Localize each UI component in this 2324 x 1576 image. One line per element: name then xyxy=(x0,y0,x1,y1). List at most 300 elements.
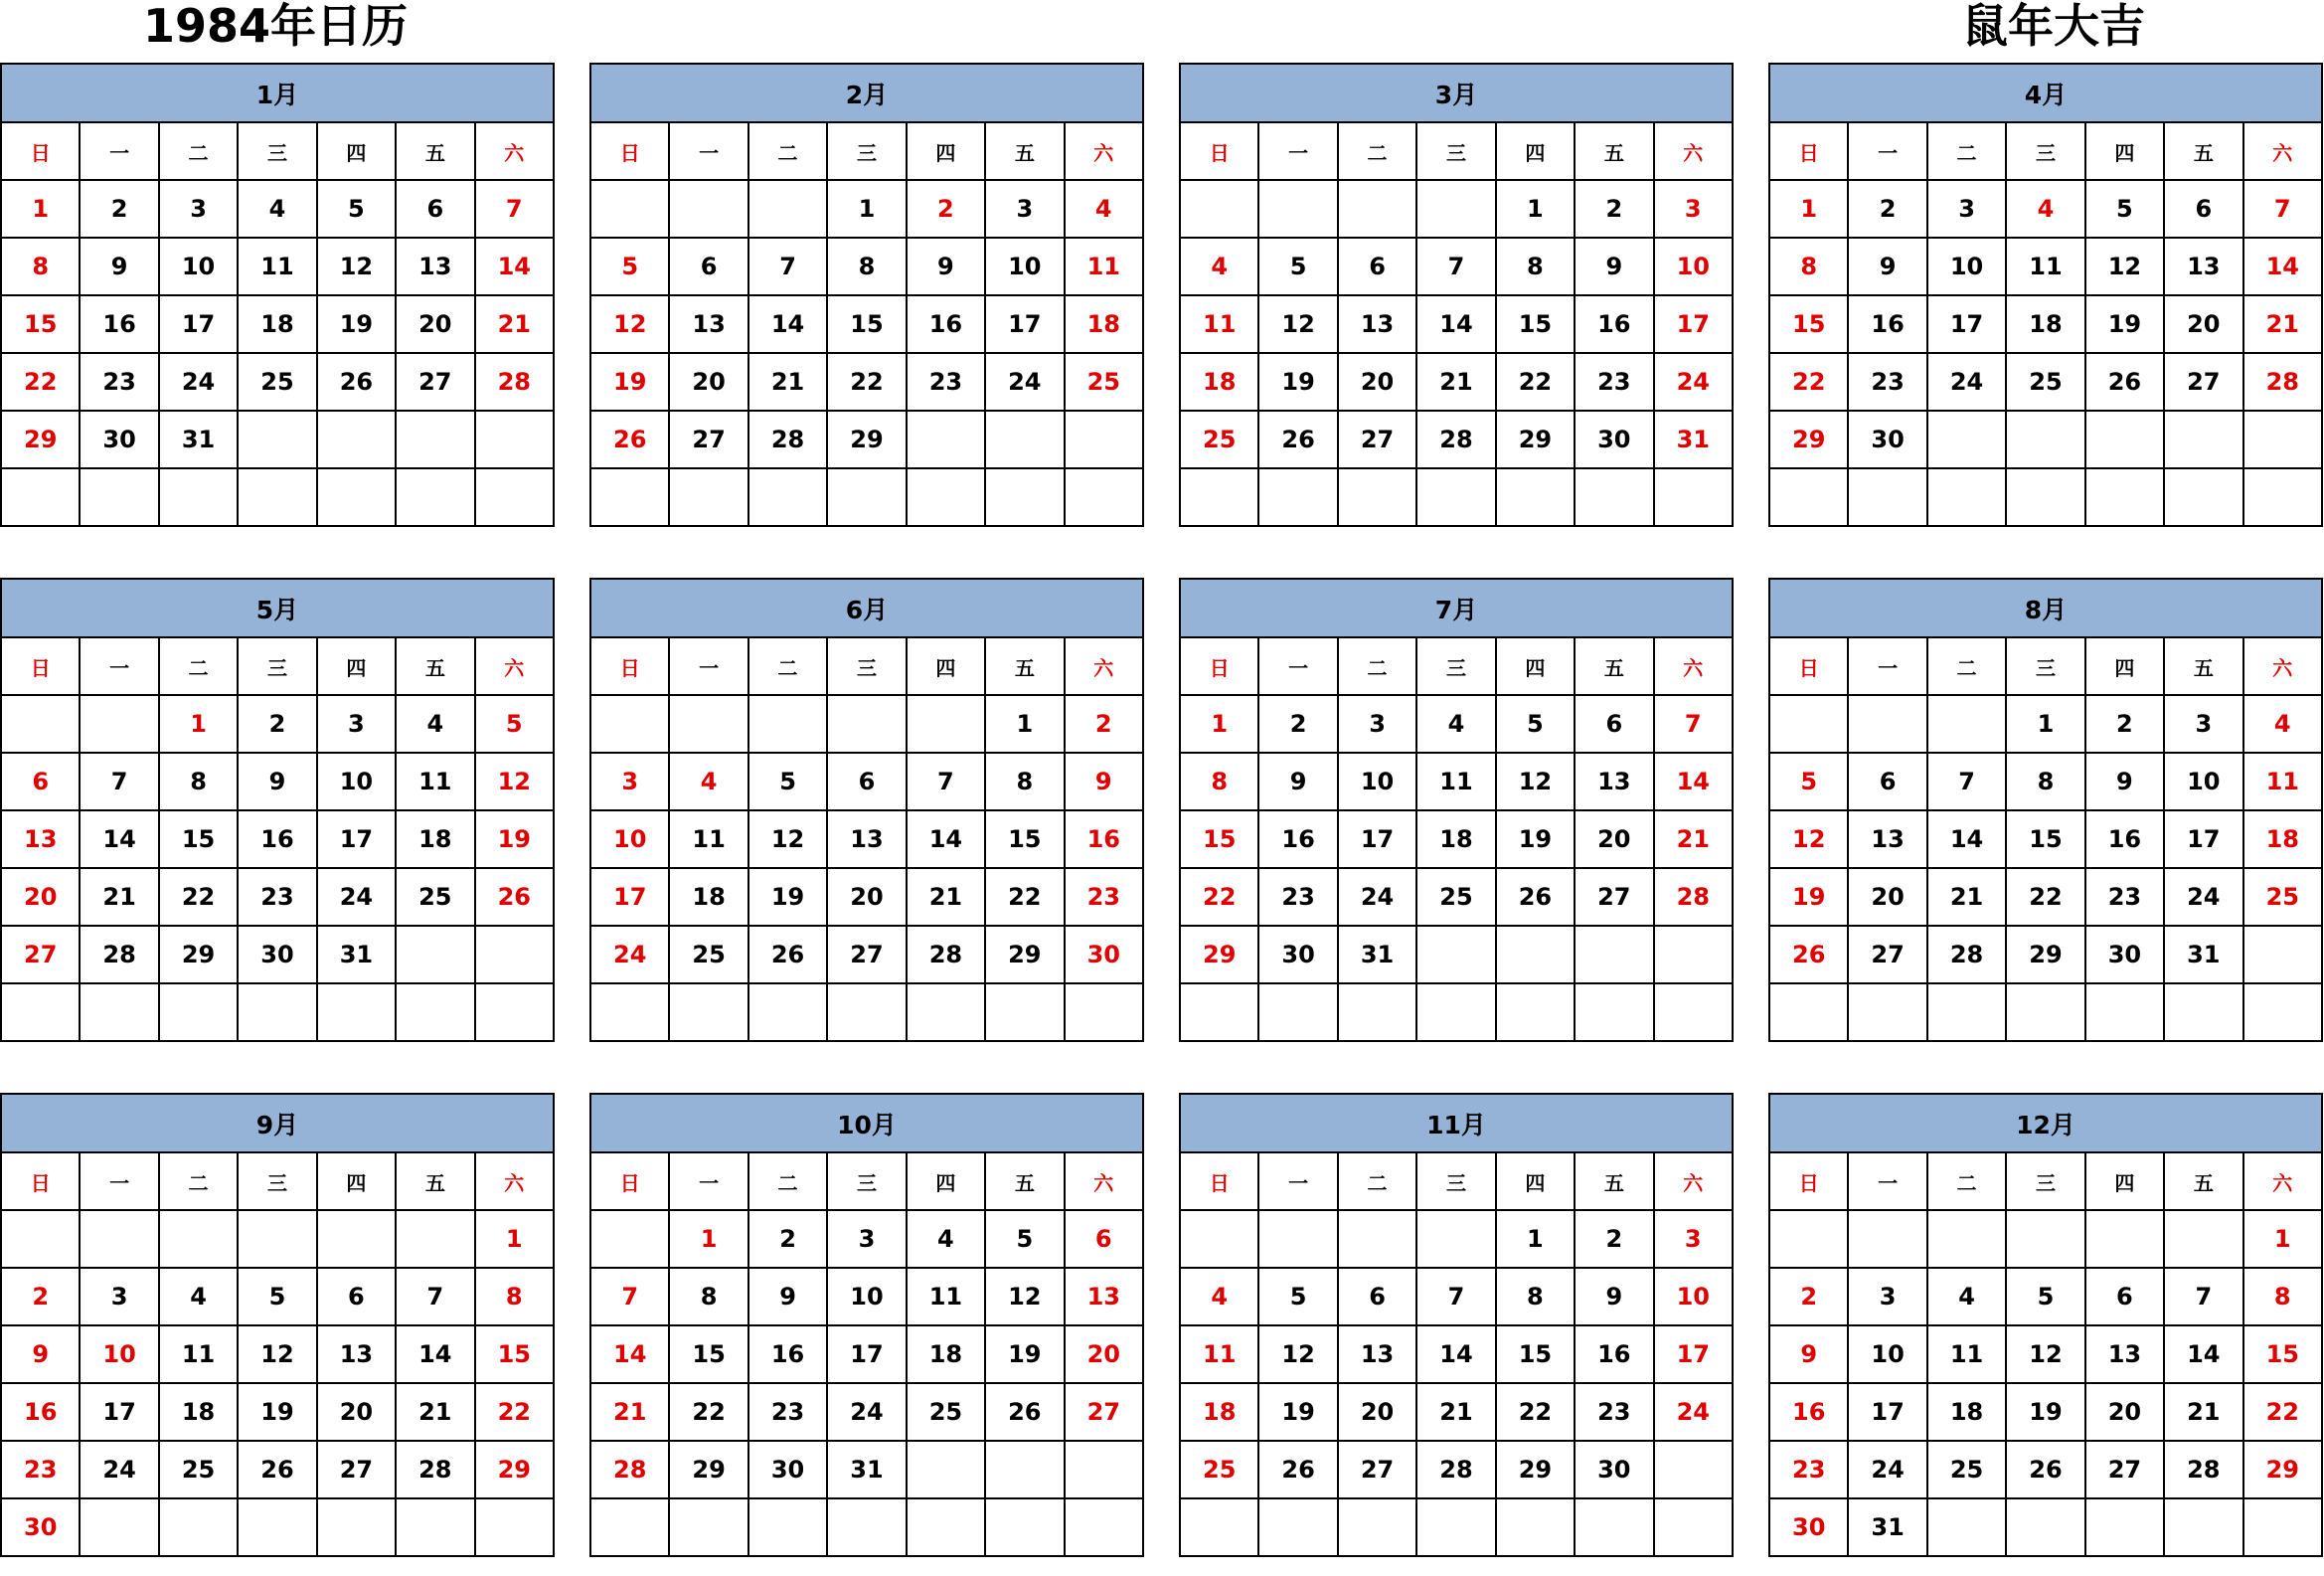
day-cell: 30 xyxy=(748,1441,827,1498)
day-cell: 29 xyxy=(2243,1441,2322,1498)
empty-cell xyxy=(1,695,80,753)
day-cell: 15 xyxy=(1180,810,1258,868)
day-cell: 18 xyxy=(1180,1383,1258,1441)
day-cell: 12 xyxy=(2006,1325,2084,1383)
day-cell: 2 xyxy=(907,180,985,238)
day-cell: 25 xyxy=(907,1383,985,1441)
day-cell: 20 xyxy=(1848,868,1926,926)
weekday-label: 六 xyxy=(1065,1152,1143,1210)
day-cell: 1 xyxy=(985,695,1064,753)
day-cell: 12 xyxy=(1496,753,1575,810)
day-cell: 16 xyxy=(1258,810,1337,868)
weekday-label: 六 xyxy=(2243,1152,2322,1210)
day-cell: 2 xyxy=(1575,180,1653,238)
day-cell: 5 xyxy=(1258,1268,1337,1325)
day-cell: 6 xyxy=(1065,1210,1143,1268)
day-cell: 9 xyxy=(907,238,985,295)
weekday-label: 二 xyxy=(1927,122,2006,180)
day-cell: 2 xyxy=(1575,1210,1653,1268)
month-table xyxy=(1768,1093,2323,1557)
day-cell: 23 xyxy=(238,868,316,926)
weekday-label: 日 xyxy=(590,637,669,695)
empty-cell xyxy=(80,1210,158,1268)
weekday-label: 五 xyxy=(985,1152,1064,1210)
empty-cell xyxy=(1769,1210,1848,1268)
day-cell: 29 xyxy=(1769,411,1848,468)
day-cell: 1 xyxy=(669,1210,747,1268)
day-cell: 14 xyxy=(396,1325,474,1383)
day-cell: 2 xyxy=(238,695,316,753)
day-cell: 27 xyxy=(396,353,474,411)
day-cell: 22 xyxy=(827,353,906,411)
weekday-label: 六 xyxy=(1654,1152,1733,1210)
day-cell: 12 xyxy=(985,1268,1064,1325)
weekday-label: 一 xyxy=(669,637,747,695)
empty-cell xyxy=(748,695,827,753)
day-cell: 23 xyxy=(1575,1383,1653,1441)
day-cell: 27 xyxy=(1338,1441,1416,1498)
day-cell: 13 xyxy=(317,1325,396,1383)
empty-cell xyxy=(159,468,238,526)
empty-cell xyxy=(475,926,554,983)
day-cell: 18 xyxy=(2243,810,2322,868)
day-cell: 29 xyxy=(1496,1441,1575,1498)
day-cell: 7 xyxy=(907,753,985,810)
empty-cell xyxy=(1416,180,1495,238)
day-cell: 30 xyxy=(1848,411,1926,468)
day-cell: 27 xyxy=(669,411,747,468)
day-cell: 13 xyxy=(669,295,747,353)
day-cell: 10 xyxy=(590,810,669,868)
empty-cell xyxy=(1654,1441,1733,1498)
empty-cell xyxy=(590,180,669,238)
day-cell: 22 xyxy=(1496,353,1575,411)
day-cell: 20 xyxy=(1065,1325,1143,1383)
day-cell: 18 xyxy=(396,810,474,868)
empty-cell xyxy=(907,1441,985,1498)
month-table xyxy=(589,1093,1144,1557)
day-cell: 10 xyxy=(1338,753,1416,810)
day-cell: 9 xyxy=(748,1268,827,1325)
day-cell: 20 xyxy=(2085,1383,2164,1441)
weekday-label: 三 xyxy=(827,1152,906,1210)
weekday-label: 四 xyxy=(1496,637,1575,695)
day-cell: 20 xyxy=(827,868,906,926)
day-cell: 23 xyxy=(1065,868,1143,926)
weekday-label: 二 xyxy=(1927,1152,2006,1210)
weekday-label: 日 xyxy=(1769,122,1848,180)
weekday-label: 四 xyxy=(907,122,985,180)
day-cell: 17 xyxy=(1848,1383,1926,1441)
day-cell: 22 xyxy=(985,868,1064,926)
day-cell: 24 xyxy=(159,353,238,411)
month-header: 5月 xyxy=(1,579,554,637)
day-cell: 24 xyxy=(2164,868,2242,926)
day-cell: 2 xyxy=(1258,695,1337,753)
empty-cell xyxy=(2006,983,2084,1041)
empty-cell xyxy=(590,468,669,526)
empty-cell xyxy=(985,1498,1064,1556)
day-cell: 19 xyxy=(317,295,396,353)
day-cell: 7 xyxy=(2243,180,2322,238)
weekday-label: 三 xyxy=(827,637,906,695)
empty-cell xyxy=(748,1498,827,1556)
day-cell: 31 xyxy=(1338,926,1416,983)
day-cell: 5 xyxy=(748,753,827,810)
day-cell: 8 xyxy=(1,238,80,295)
empty-cell xyxy=(1927,983,2006,1041)
weekday-label: 三 xyxy=(2006,637,2084,695)
empty-cell xyxy=(2085,1498,2164,1556)
day-cell: 20 xyxy=(1338,1383,1416,1441)
weekday-label: 六 xyxy=(1065,122,1143,180)
day-cell: 29 xyxy=(159,926,238,983)
day-cell: 27 xyxy=(2085,1441,2164,1498)
weekday-label: 六 xyxy=(1654,122,1733,180)
day-cell: 28 xyxy=(2243,353,2322,411)
day-cell: 17 xyxy=(1927,295,2006,353)
day-cell: 23 xyxy=(1,1441,80,1498)
empty-cell xyxy=(1065,1498,1143,1556)
day-cell: 22 xyxy=(1496,1383,1575,1441)
day-cell: 24 xyxy=(1654,353,1733,411)
day-cell: 3 xyxy=(1848,1268,1926,1325)
day-cell: 12 xyxy=(748,810,827,868)
day-cell: 25 xyxy=(669,926,747,983)
day-cell: 10 xyxy=(317,753,396,810)
empty-cell xyxy=(748,180,827,238)
empty-cell xyxy=(985,983,1064,1041)
empty-cell xyxy=(1848,983,1926,1041)
day-cell: 22 xyxy=(159,868,238,926)
day-cell: 17 xyxy=(827,1325,906,1383)
day-cell: 4 xyxy=(1927,1268,2006,1325)
day-cell: 10 xyxy=(1654,1268,1733,1325)
weekday-label: 二 xyxy=(1338,637,1416,695)
day-cell: 26 xyxy=(238,1441,316,1498)
day-cell: 3 xyxy=(317,695,396,753)
empty-cell xyxy=(827,983,906,1041)
empty-cell xyxy=(1338,1210,1416,1268)
weekday-label: 二 xyxy=(748,637,827,695)
empty-cell xyxy=(827,695,906,753)
day-cell: 8 xyxy=(1496,238,1575,295)
weekday-label: 三 xyxy=(827,122,906,180)
day-cell: 22 xyxy=(669,1383,747,1441)
day-cell: 14 xyxy=(1654,753,1733,810)
day-cell: 5 xyxy=(1496,695,1575,753)
day-cell: 2 xyxy=(1848,180,1926,238)
day-cell: 19 xyxy=(475,810,554,868)
month-table xyxy=(589,63,1144,527)
weekday-label: 二 xyxy=(159,122,238,180)
day-cell: 23 xyxy=(1769,1441,1848,1498)
day-cell: 4 xyxy=(1180,1268,1258,1325)
day-cell: 11 xyxy=(669,810,747,868)
day-cell: 16 xyxy=(748,1325,827,1383)
weekday-label: 三 xyxy=(2006,1152,2084,1210)
day-cell: 13 xyxy=(1065,1268,1143,1325)
empty-cell xyxy=(748,468,827,526)
day-cell: 8 xyxy=(669,1268,747,1325)
day-cell: 17 xyxy=(1654,1325,1733,1383)
day-cell: 11 xyxy=(2243,753,2322,810)
day-cell: 29 xyxy=(827,411,906,468)
day-cell: 20 xyxy=(1,868,80,926)
empty-cell xyxy=(2006,1498,2084,1556)
day-cell: 11 xyxy=(2006,238,2084,295)
day-cell: 22 xyxy=(475,1383,554,1441)
weekday-label: 五 xyxy=(2164,122,2242,180)
month-header: 6月 xyxy=(590,579,1143,637)
day-cell: 23 xyxy=(2085,868,2164,926)
empty-cell xyxy=(1416,468,1495,526)
weekday-label: 一 xyxy=(1848,637,1926,695)
empty-cell xyxy=(1927,468,2006,526)
day-cell: 18 xyxy=(159,1383,238,1441)
empty-cell xyxy=(2243,411,2322,468)
day-cell: 2 xyxy=(748,1210,827,1268)
empty-cell xyxy=(1496,983,1575,1041)
day-cell: 29 xyxy=(1180,926,1258,983)
empty-cell xyxy=(1416,1498,1495,1556)
day-cell: 9 xyxy=(80,238,158,295)
day-cell: 3 xyxy=(827,1210,906,1268)
day-cell: 26 xyxy=(2006,1441,2084,1498)
day-cell: 22 xyxy=(1769,353,1848,411)
day-cell: 8 xyxy=(2243,1268,2322,1325)
day-cell: 16 xyxy=(2085,810,2164,868)
day-cell: 17 xyxy=(985,295,1064,353)
day-cell: 18 xyxy=(1416,810,1495,868)
empty-cell xyxy=(590,1210,669,1268)
day-cell: 11 xyxy=(1065,238,1143,295)
day-cell: 26 xyxy=(317,353,396,411)
day-cell: 12 xyxy=(2085,238,2164,295)
empty-cell xyxy=(1654,983,1733,1041)
day-cell: 25 xyxy=(238,353,316,411)
day-cell: 29 xyxy=(985,926,1064,983)
day-cell: 30 xyxy=(1575,411,1653,468)
weekday-label: 二 xyxy=(1927,637,2006,695)
weekday-label: 六 xyxy=(475,637,554,695)
empty-cell xyxy=(2164,468,2242,526)
day-cell: 14 xyxy=(475,238,554,295)
day-cell: 3 xyxy=(1927,180,2006,238)
weekday-label: 二 xyxy=(159,1152,238,1210)
day-cell: 18 xyxy=(1180,353,1258,411)
month-header: 8月 xyxy=(1769,579,2322,637)
day-cell: 22 xyxy=(1,353,80,411)
day-cell: 8 xyxy=(1769,238,1848,295)
empty-cell xyxy=(2085,1210,2164,1268)
empty-cell xyxy=(907,1498,985,1556)
day-cell: 6 xyxy=(669,238,747,295)
empty-cell xyxy=(396,1498,474,1556)
weekday-label: 二 xyxy=(748,1152,827,1210)
day-cell: 28 xyxy=(1416,411,1495,468)
day-cell: 15 xyxy=(2243,1325,2322,1383)
empty-cell xyxy=(1065,1441,1143,1498)
weekday-label: 日 xyxy=(1180,637,1258,695)
day-cell: 6 xyxy=(2164,180,2242,238)
empty-cell xyxy=(2164,983,2242,1041)
empty-cell xyxy=(748,983,827,1041)
day-cell: 14 xyxy=(80,810,158,868)
day-cell: 21 xyxy=(1927,868,2006,926)
day-cell: 13 xyxy=(2164,238,2242,295)
day-cell: 17 xyxy=(1654,295,1733,353)
weekday-label: 六 xyxy=(1065,637,1143,695)
day-cell: 9 xyxy=(1,1325,80,1383)
day-cell: 10 xyxy=(985,238,1064,295)
day-cell: 7 xyxy=(1927,753,2006,810)
day-cell: 21 xyxy=(590,1383,669,1441)
empty-cell xyxy=(669,983,747,1041)
day-cell: 17 xyxy=(1338,810,1416,868)
day-cell: 15 xyxy=(2006,810,2084,868)
day-cell: 21 xyxy=(80,868,158,926)
page-title: 1984年日历 xyxy=(143,0,409,53)
day-cell: 3 xyxy=(80,1268,158,1325)
day-cell: 20 xyxy=(2164,295,2242,353)
empty-cell xyxy=(2085,983,2164,1041)
weekday-label: 五 xyxy=(2164,1152,2242,1210)
month-header: 11月 xyxy=(1180,1094,1733,1152)
day-cell: 11 xyxy=(1180,1325,1258,1383)
day-cell: 18 xyxy=(2006,295,2084,353)
empty-cell xyxy=(1848,1210,1926,1268)
day-cell: 6 xyxy=(1848,753,1926,810)
day-cell: 14 xyxy=(748,295,827,353)
empty-cell xyxy=(1927,411,2006,468)
empty-cell xyxy=(396,926,474,983)
day-cell: 18 xyxy=(669,868,747,926)
day-cell: 5 xyxy=(1258,238,1337,295)
day-cell: 16 xyxy=(80,295,158,353)
day-cell: 1 xyxy=(2243,1210,2322,1268)
day-cell: 13 xyxy=(396,238,474,295)
day-cell: 27 xyxy=(2164,353,2242,411)
day-cell: 30 xyxy=(1258,926,1337,983)
empty-cell xyxy=(1,983,80,1041)
day-cell: 30 xyxy=(1,1498,80,1556)
day-cell: 19 xyxy=(1769,868,1848,926)
day-cell: 24 xyxy=(1848,1441,1926,1498)
day-cell: 6 xyxy=(827,753,906,810)
day-cell: 1 xyxy=(2006,695,2084,753)
day-cell: 26 xyxy=(590,411,669,468)
day-cell: 29 xyxy=(669,1441,747,1498)
weekday-label: 五 xyxy=(985,122,1064,180)
empty-cell xyxy=(159,1210,238,1268)
day-cell: 28 xyxy=(475,353,554,411)
day-cell: 5 xyxy=(590,238,669,295)
day-cell: 26 xyxy=(1258,411,1337,468)
day-cell: 5 xyxy=(2085,180,2164,238)
day-cell: 7 xyxy=(1416,1268,1495,1325)
empty-cell xyxy=(1338,180,1416,238)
day-cell: 11 xyxy=(1416,753,1495,810)
day-cell: 12 xyxy=(475,753,554,810)
month-header: 2月 xyxy=(590,64,1143,122)
day-cell: 14 xyxy=(590,1325,669,1383)
weekday-label: 三 xyxy=(1416,122,1495,180)
empty-cell xyxy=(1180,180,1258,238)
day-cell: 9 xyxy=(1575,238,1653,295)
day-cell: 7 xyxy=(748,238,827,295)
day-cell: 11 xyxy=(1927,1325,2006,1383)
day-cell: 6 xyxy=(1338,1268,1416,1325)
weekday-label: 四 xyxy=(317,1152,396,1210)
day-cell: 8 xyxy=(2006,753,2084,810)
day-cell: 16 xyxy=(1575,295,1653,353)
day-cell: 8 xyxy=(827,238,906,295)
day-cell: 18 xyxy=(1065,295,1143,353)
empty-cell xyxy=(907,983,985,1041)
day-cell: 1 xyxy=(159,695,238,753)
day-cell: 25 xyxy=(396,868,474,926)
weekday-label: 一 xyxy=(80,637,158,695)
empty-cell xyxy=(396,468,474,526)
weekday-label: 四 xyxy=(907,637,985,695)
day-cell: 4 xyxy=(2006,180,2084,238)
empty-cell xyxy=(1338,1498,1416,1556)
day-cell: 17 xyxy=(590,868,669,926)
empty-cell xyxy=(1848,695,1926,753)
day-cell: 11 xyxy=(396,753,474,810)
day-cell: 12 xyxy=(1769,810,1848,868)
weekday-label: 日 xyxy=(1180,122,1258,180)
day-cell: 27 xyxy=(1338,411,1416,468)
weekday-label: 六 xyxy=(2243,637,2322,695)
empty-cell xyxy=(1769,468,1848,526)
empty-cell xyxy=(669,695,747,753)
empty-cell xyxy=(2006,468,2084,526)
day-cell: 16 xyxy=(1065,810,1143,868)
day-cell: 14 xyxy=(2164,1325,2242,1383)
month-table xyxy=(1179,63,1734,527)
day-cell: 29 xyxy=(475,1441,554,1498)
day-cell: 3 xyxy=(985,180,1064,238)
day-cell: 30 xyxy=(1065,926,1143,983)
weekday-label: 四 xyxy=(1496,122,1575,180)
empty-cell xyxy=(475,468,554,526)
empty-cell xyxy=(1258,983,1337,1041)
day-cell: 17 xyxy=(159,295,238,353)
weekday-label: 三 xyxy=(238,637,316,695)
day-cell: 21 xyxy=(748,353,827,411)
day-cell: 7 xyxy=(1416,238,1495,295)
weekday-label: 五 xyxy=(396,637,474,695)
day-cell: 7 xyxy=(80,753,158,810)
day-cell: 31 xyxy=(159,411,238,468)
empty-cell xyxy=(1575,468,1653,526)
weekday-label: 日 xyxy=(1,1152,80,1210)
day-cell: 29 xyxy=(1,411,80,468)
day-cell: 19 xyxy=(590,353,669,411)
weekday-label: 五 xyxy=(1575,1152,1653,1210)
empty-cell xyxy=(1258,1210,1337,1268)
day-cell: 4 xyxy=(2243,695,2322,753)
empty-cell xyxy=(475,1498,554,1556)
day-cell: 11 xyxy=(238,238,316,295)
empty-cell xyxy=(1,468,80,526)
day-cell: 19 xyxy=(1496,810,1575,868)
empty-cell xyxy=(317,411,396,468)
day-cell: 4 xyxy=(907,1210,985,1268)
empty-cell xyxy=(1496,468,1575,526)
